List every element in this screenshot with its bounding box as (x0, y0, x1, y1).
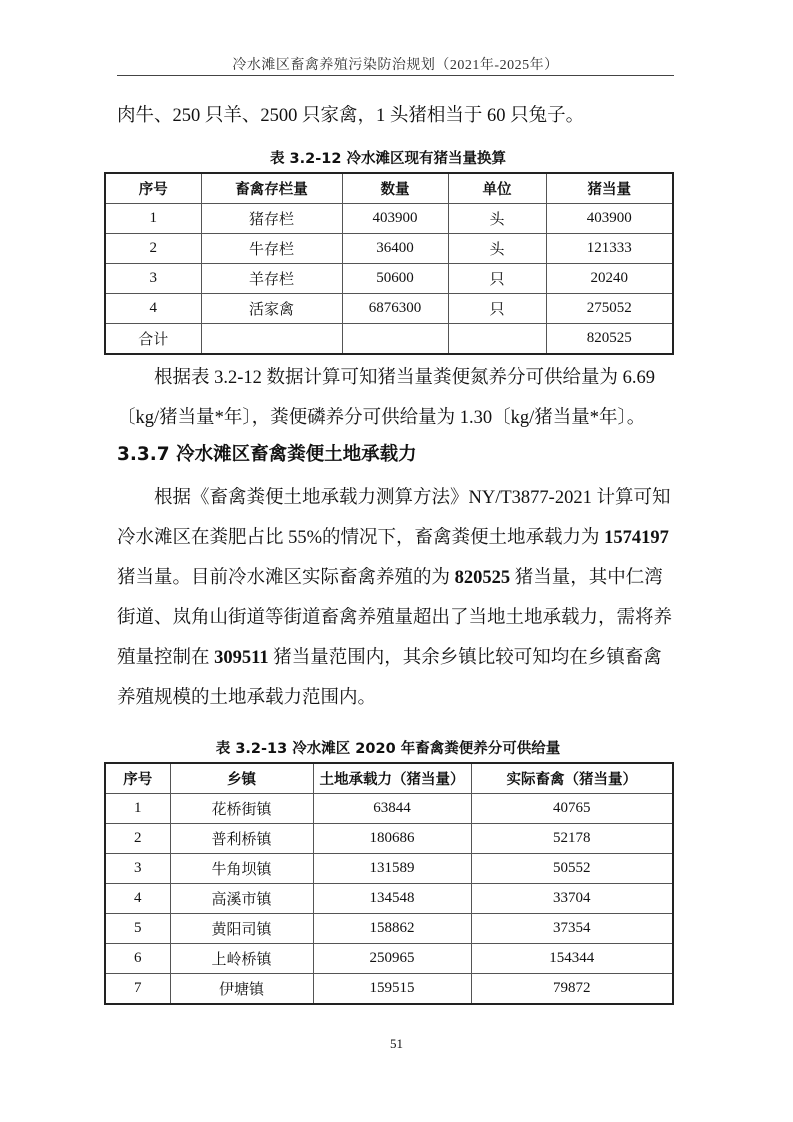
cell-index: 6 (105, 944, 170, 974)
cell-index: 2 (105, 824, 170, 854)
table-total-row (105, 324, 673, 355)
cell-unit: 只 (448, 264, 546, 294)
paragraph-land-capacity (117, 478, 674, 718)
cell-actual-livestock: 33704 (471, 884, 673, 914)
table-row (105, 794, 673, 824)
cell-actual-livestock: 37354 (471, 914, 673, 944)
page-number: 51 (390, 1036, 403, 1051)
cell-index: 3 (105, 264, 201, 294)
cell-actual-livestock: 50552 (471, 854, 673, 884)
col-header-unit: 单位 (448, 173, 546, 204)
cell-total-pig-equivalent: 820525 (546, 324, 673, 355)
cell-town: 花桥街镇 (170, 794, 313, 824)
cell-land-capacity: 158862 (313, 914, 471, 944)
cell-actual-livestock: 79872 (471, 974, 673, 1005)
cell-livestock: 猪存栏 (201, 204, 342, 234)
cell-livestock: 牛存栏 (201, 234, 342, 264)
text-segment: 猪当量。目前冷水滩区实际畜禽养殖的为 (117, 568, 455, 588)
paragraph-nutrient-supply-line2: 〔kg/猪当量*年〕，粪便磷养分可供给量为 1.30〔kg/猪当量*年〕。 (117, 408, 646, 428)
cell-town: 牛角坝镇 (170, 854, 313, 884)
cell-quantity: 403900 (342, 204, 448, 234)
cell-quantity: 50600 (342, 264, 448, 294)
table-row (105, 294, 673, 324)
cell-index: 5 (105, 914, 170, 944)
col-header-town: 乡镇 (170, 763, 313, 794)
text-segment: 猪当量，其中仁湾街道、岚角山街道等街道畜禽养殖量超出了当地土地承载力，需将养殖量控制在 (117, 568, 673, 668)
col-header-pig-equivalent: 猪当量 (546, 173, 673, 204)
table1-caption: 表 3.2-12 冷水滩区现有猪当量换算 (270, 151, 506, 167)
cell-town: 伊塘镇 (170, 974, 313, 1005)
table-town-nutrient-supply (104, 762, 674, 1005)
cell-town: 黄阳司镇 (170, 914, 313, 944)
table-row (105, 204, 673, 234)
table-row (105, 824, 673, 854)
cell-land-capacity: 131589 (313, 854, 471, 884)
table-row (105, 884, 673, 914)
col-header-index: 序号 (105, 763, 170, 794)
table2-caption: 表 3.2-13 冷水滩区 2020 年畜禽粪便养分可供给量 (215, 741, 561, 757)
table-row (105, 914, 673, 944)
col-header-index: 序号 (105, 173, 201, 204)
cell-land-capacity: 134548 (313, 884, 471, 914)
cell-index: 3 (105, 854, 170, 884)
cell-pig-equivalent: 275052 (546, 294, 673, 324)
table-header-row (105, 173, 673, 204)
cell-index: 4 (105, 294, 201, 324)
table-row (105, 944, 673, 974)
cell-land-capacity: 250965 (313, 944, 471, 974)
cell-land-capacity: 180686 (313, 824, 471, 854)
cell-unit: 只 (448, 294, 546, 324)
bold-value-control-limit: 309511 (214, 648, 269, 668)
cell-empty (201, 324, 342, 355)
cell-land-capacity: 159515 (313, 974, 471, 1005)
cell-total-label: 合计 (105, 324, 201, 355)
cell-index: 7 (105, 974, 170, 1005)
cell-livestock: 羊存栏 (201, 264, 342, 294)
cell-actual-livestock: 52178 (471, 824, 673, 854)
cell-pig-equivalent: 20240 (546, 264, 673, 294)
bold-value-actual-livestock: 820525 (454, 568, 511, 588)
cell-empty (448, 324, 546, 355)
table-pig-equivalent-conversion (104, 172, 674, 355)
cell-pig-equivalent: 121333 (546, 234, 673, 264)
col-header-quantity: 数量 (342, 173, 448, 204)
col-header-land-capacity: 土地承载力（猪当量） (313, 763, 471, 794)
bold-value-land-capacity: 1574197 (604, 528, 669, 548)
cell-livestock: 活家禽 (201, 294, 342, 324)
cell-quantity: 36400 (342, 234, 448, 264)
cell-land-capacity: 63844 (313, 794, 471, 824)
cell-town: 上岭桥镇 (170, 944, 313, 974)
col-header-actual-livestock: 实际畜禽（猪当量） (471, 763, 673, 794)
header-rule (117, 75, 674, 76)
cell-empty (342, 324, 448, 355)
cell-index: 2 (105, 234, 201, 264)
text-segment: 猪当量范围内，其余乡镇比较可知均在乡镇畜禽养殖规模的土地承载力范围内。 (117, 648, 662, 708)
cell-actual-livestock: 40765 (471, 794, 673, 824)
cell-index: 4 (105, 884, 170, 914)
cell-index: 1 (105, 794, 170, 824)
table-row (105, 234, 673, 264)
running-header: 冷水滩区畜禽养殖污染防治规划（2021年-2025年） (232, 58, 559, 73)
paragraph-continuation: 肉牛、250 只羊、2500 只家禽，1 头猪相当于 60 只兔子。 (117, 106, 585, 126)
section-heading: 3.3.7 冷水滩区畜禽粪便土地承载力 (117, 444, 417, 465)
cell-quantity: 6876300 (342, 294, 448, 324)
cell-town: 普利桥镇 (170, 824, 313, 854)
cell-actual-livestock: 154344 (471, 944, 673, 974)
cell-pig-equivalent: 403900 (546, 204, 673, 234)
table-header-row (105, 763, 673, 794)
cell-town: 高溪市镇 (170, 884, 313, 914)
paragraph-nutrient-supply-line1: 根据表 3.2-12 数据计算可知猪当量粪便氮养分可供给量为 6.69 (154, 368, 656, 388)
table-row (105, 854, 673, 884)
col-header-livestock: 畜禽存栏量 (201, 173, 342, 204)
text-segment: 根据《畜禽粪便土地承载力测算方法》NY/T3877-2021 计算可知冷水滩区在粪肥占比 55%的情况下，畜禽粪便土地承载力为 (117, 488, 671, 548)
cell-index: 1 (105, 204, 201, 234)
cell-unit: 头 (448, 204, 546, 234)
cell-unit: 头 (448, 234, 546, 264)
table-row (105, 974, 673, 1005)
table-row (105, 264, 673, 294)
